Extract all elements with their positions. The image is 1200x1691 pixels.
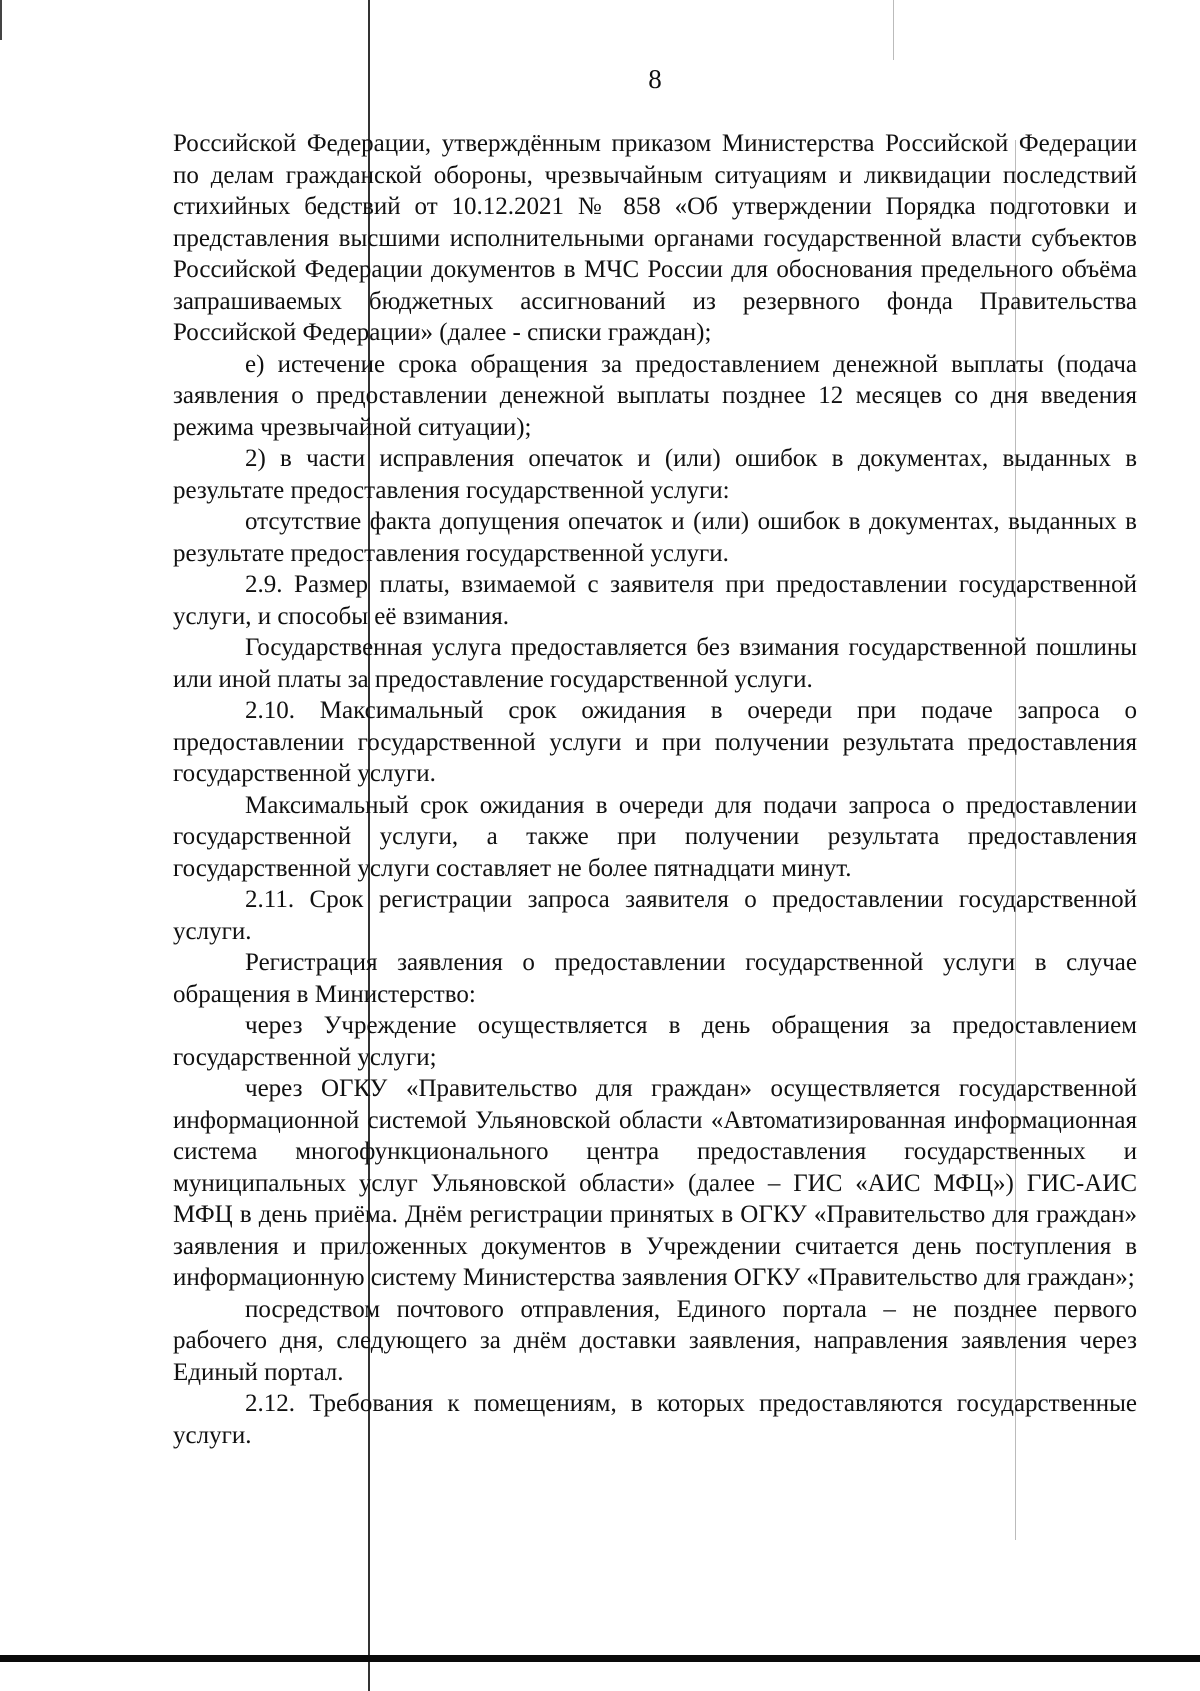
page-number: 8 — [648, 64, 662, 94]
scan-edge-mark — [0, 0, 2, 40]
section-heading-2-10: 2.10. Максимальный срок ожидания в очереди при подаче запроса о предоставлении государственной услуги и при получении результата предоставления государственной услуги. — [173, 697, 1137, 787]
paragraph: через Учреждение осуществляется в день обращения за предоставлением государственной услуги; — [173, 1012, 1137, 1071]
section-heading-2-11: 2.11. Срок регистрации запроса заявителя о предоставлении государственной услуги. — [173, 886, 1137, 945]
paragraph: отсутствие факта допущения опечаток и (или) ошибок в документах, выданных в результате предоставления государственной услуги. — [173, 508, 1137, 567]
paragraph: Российской Федерации, утверждённым приказом Министерства Российской Федерации по делам гражданской обороны, чрезвычайным ситуациям и ликвидации последствий стихийных бедствий от 10.12.2021 № 858 «Об утверждении Порядка подготовки и представления высшими исполнительными органами государственной власти субъектов Российской Федерации документов в МЧС России для обоснования предельного объёма запрашиваемых бюджетных ассигнований из резервного фонда Правительства Российской Федерации» (далее - списки граждан); — [173, 130, 1137, 346]
paragraph: Государственная услуга предоставляется без взимания государственной пошлины или иной платы за предоставление государственной услуги. — [173, 634, 1137, 693]
paragraph: через ОГКУ «Правительство для граждан» осуществляется государственной информационной системой Ульяновской области «Автоматизированная информационная система многофункционального центра предоставления государственных и муниципальных услуг Ульяновской области» (далее – ГИС «АИС МФЦ») ГИС-АИС МФЦ в день приёма. Днём регистрации принятых в ОГКУ «Правительство для граждан» заявления и приложенных документов в Учреждении считается день поступления в информационную систему Министерства заявления ОГКУ «Правительство для граждан»; — [173, 1075, 1137, 1291]
document-body — [173, 128, 1137, 1451]
scan-bottom-bar — [0, 1655, 1200, 1662]
section-heading-2-12: 2.12. Требования к помещениям, в которых предоставляются государственные услуги. — [173, 1390, 1137, 1449]
paragraph: е) истечение срока обращения за предоставлением денежной выплаты (подача заявления о предоставлении денежной выплаты позднее 12 месяцев со дня введения режима чрезвычайной ситуации); — [173, 350, 1137, 441]
paragraph: посредством почтового отправления, Единого портала – не позднее первого рабочего дня, следующего за днём доставки заявления, направления заявления через Единый портал. — [173, 1295, 1137, 1386]
paragraph: Регистрация заявления о предоставлении государственной услуги в случае обращения в Министерство: — [173, 949, 1137, 1008]
paragraph: 2) в части исправления опечаток и (или) ошибок в документах, выданных в результате предоставления государственной услуги: — [173, 445, 1137, 504]
section-heading-2-9: 2.9. Размер платы, взимаемой с заявителя при предоставлении государственной услуги, и способы её взимания. — [173, 571, 1137, 630]
scan-vertical-line-faint — [893, 0, 894, 60]
paragraph: Максимальный срок ожидания в очереди для подачи запроса о предоставлении государственной услуги, а также при получении результата предоставления государственной услуги составляет не более пятнадцати минут. — [173, 791, 1137, 882]
